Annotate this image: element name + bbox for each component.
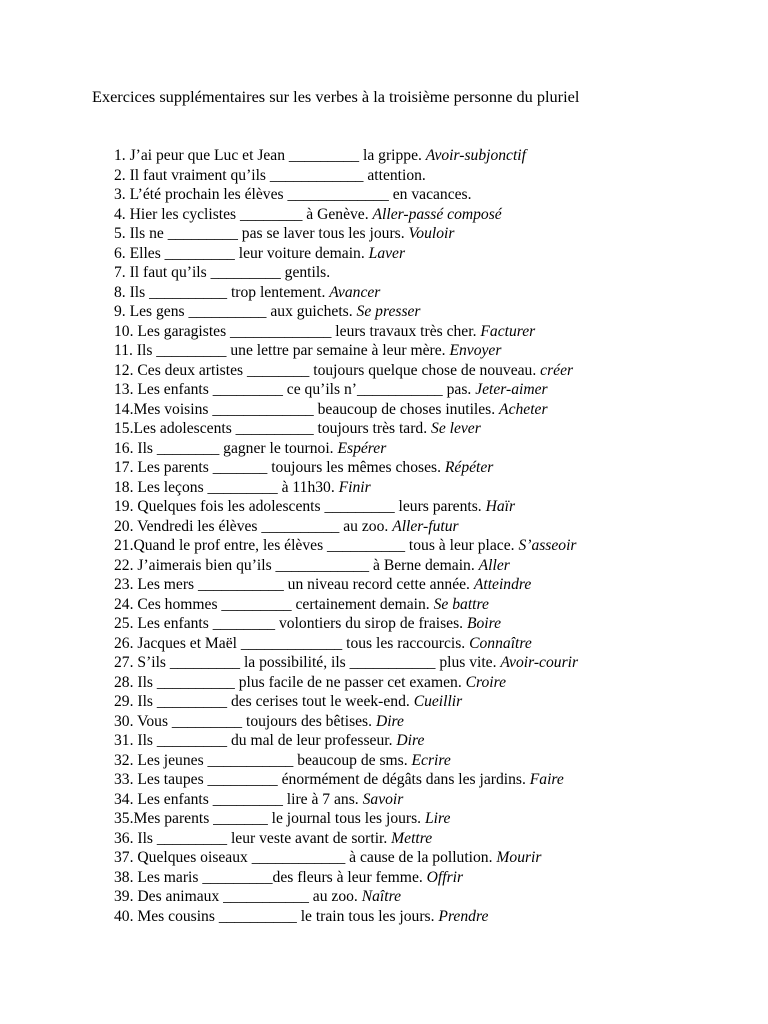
exercise-item <box>114 829 578 849</box>
exercise-item <box>114 595 578 615</box>
exercise-verb-hint: Dire <box>396 732 425 749</box>
exercise-sentence: 24. Ces hommes _________ certainement demain. <box>114 595 434 613</box>
exercise-sentence: 19. Quelques fois les adolescents _________ leurs parents. <box>114 498 486 515</box>
exercise-sentence: 21.Quand le prof entre, les élèves __________ tous à leur place. <box>114 537 519 554</box>
exercise-verb-hint: Boire <box>466 615 502 632</box>
exercise-verb-hint: Atteindre <box>473 576 532 593</box>
exercise-sentence: 25. Les enfants ________ volontiers du sirop de fraises. <box>114 615 467 632</box>
exercise-sentence: 1. J’ai peur que Luc et Jean _________ la grippe. <box>114 147 426 164</box>
exercise-verb-hint: Lire <box>424 810 451 827</box>
exercise-item <box>114 517 578 537</box>
exercise-sentence: 16. Ils ________ gagner le tournoi. <box>114 439 338 457</box>
exercise-sentence: 7. Il faut qu’ils _________ gentils. <box>114 264 331 281</box>
exercise-item <box>114 907 578 927</box>
exercise-sentence: 30. Vous _________ toujours des bêtises. <box>114 712 376 730</box>
exercise-item <box>114 575 578 595</box>
exercise-item <box>114 439 578 459</box>
exercise-verb-hint: Mettre <box>391 829 433 847</box>
exercise-verb-hint: Se presser <box>356 303 421 320</box>
exercise-sentence: 31. Ils _________ du mal de leur professeur. <box>114 732 397 749</box>
exercise-sentence: 18. Les leçons _________ à 11h30. <box>114 478 339 496</box>
exercise-verb-hint: Dire <box>375 712 404 730</box>
exercise-verb-hint: Savoir <box>362 790 404 808</box>
exercise-item <box>114 634 578 654</box>
exercise-item <box>114 497 578 517</box>
exercise-verb-hint: Répéter <box>444 459 494 476</box>
exercise-sentence: 8. Ils __________ trop lentement. <box>114 283 330 301</box>
exercise-sentence: 40. Mes cousins __________ le train tous les jours. <box>114 907 439 925</box>
exercise-sentence: 23. Les mers ___________ un niveau record cette année. <box>114 576 474 593</box>
exercise-verb-hint: Aller <box>478 556 510 574</box>
exercise-sentence: 9. Les gens __________ aux guichets. <box>114 303 357 320</box>
exercise-item <box>114 536 578 556</box>
exercise-verb-hint: Se battre <box>433 595 489 613</box>
exercise-verb-hint: S’asseoir <box>518 537 577 554</box>
exercise-sentence: 32. Les jeunes ___________ beaucoup de sms. <box>114 751 412 769</box>
exercise-item <box>114 166 578 186</box>
exercise-sentence: 27. S’ils _________ la possibilité, ils ___________ plus vite. <box>114 654 501 671</box>
exercise-verb-hint: Jeter-aimer <box>475 381 548 398</box>
exercise-verb-hint: Envoyer <box>449 342 502 359</box>
exercise-verb-hint: Aller-futur <box>392 517 459 535</box>
exercise-sentence: 36. Ils _________ leur veste avant de sortir. <box>114 829 392 847</box>
exercise-sentence: 39. Des animaux ___________ au zoo. <box>114 888 362 905</box>
exercise-verb-hint: Faire <box>529 771 564 788</box>
exercise-item <box>114 283 578 303</box>
exercise-item <box>114 400 578 420</box>
exercise-sentence: 12. Ces deux artistes ________ toujours quelque chose de nouveau. <box>114 361 541 379</box>
exercise-item <box>114 751 578 771</box>
exercise-verb-hint: Aller-passé composé <box>372 205 502 223</box>
exercise-verb-hint: Espérer <box>337 439 387 457</box>
exercise-verb-hint: Facturer <box>480 322 536 340</box>
exercise-sentence: 10. Les garagistes _____________ leurs travaux très cher. <box>114 322 481 340</box>
exercise-item <box>114 478 578 498</box>
exercise-sentence: 20. Vendredi les élèves __________ au zoo. <box>114 517 393 535</box>
exercise-sentence: 37. Quelques oiseaux ____________ à cause de la pollution. <box>114 849 497 866</box>
exercise-verb-hint: Avoir-subjonctif <box>425 147 526 164</box>
exercise-item <box>114 263 578 283</box>
exercise-sentence: 14.Mes voisins _____________ beaucoup de choses inutiles. <box>114 400 500 418</box>
exercise-sentence: 29. Ils _________ des cerises tout le week-end. <box>114 693 414 710</box>
exercise-verb-hint: Naître <box>361 888 402 905</box>
exercise-item <box>114 458 578 478</box>
exercise-item <box>114 770 578 790</box>
exercise-item <box>114 653 578 673</box>
exercise-sentence: 11. Ils _________ une lettre par semaine à leur mère. <box>114 342 450 359</box>
exercise-item <box>114 419 578 439</box>
exercise-item <box>114 692 578 712</box>
exercise-item <box>114 302 578 322</box>
exercise-item <box>114 361 578 381</box>
exercise-item <box>114 868 578 888</box>
exercise-sentence: 35.Mes parents _______ le journal tous les jours. <box>114 810 425 827</box>
exercise-verb-hint: Haïr <box>485 498 516 515</box>
exercise-verb-hint: Ecrire <box>411 751 451 769</box>
exercise-verb-hint: Mourir <box>496 849 542 866</box>
exercise-sentence: 5. Ils ne _________ pas se laver tous les jours. <box>114 225 409 242</box>
exercise-item <box>114 790 578 810</box>
exercise-sentence: 38. Les maris _________des fleurs à leur femme. <box>114 868 427 886</box>
exercise-item <box>114 146 578 166</box>
exercise-sentence: 3. L’été prochain les élèves _____________ en vacances. <box>114 186 472 203</box>
exercise-sentence: 4. Hier les cyclistes ________ à Genève. <box>114 205 373 223</box>
exercise-sentence: 22. J’aimerais bien qu’ils ____________ à Berne demain. <box>114 556 479 574</box>
exercise-item <box>114 185 578 205</box>
exercise-sentence: 2. Il faut vraiment qu’ils ____________ attention. <box>114 166 426 184</box>
exercise-verb-hint: Acheter <box>499 400 548 418</box>
exercise-sentence: 28. Ils __________ plus facile de ne passer cet examen. <box>114 673 466 691</box>
exercise-verb-hint: Connaître <box>469 634 532 652</box>
exercise-item <box>114 322 578 342</box>
exercise-item <box>114 224 578 244</box>
exercise-item <box>114 244 578 264</box>
exercise-sentence: 15.Les adolescents __________ toujours très tard. <box>114 420 432 437</box>
exercise-verb-hint: Se lever <box>431 420 481 437</box>
exercise-sentence: 34. Les enfants _________ lire à 7 ans. <box>114 790 363 808</box>
exercise-item <box>114 673 578 693</box>
exercise-sentence: 33. Les taupes _________ énormément de dégâts dans les jardins. <box>114 771 530 788</box>
exercise-item <box>114 380 578 400</box>
exercise-verb-hint: Vouloir <box>408 225 455 242</box>
page-title: Exercices supplémentaires sur les verbes à la troisième personne du pluriel <box>92 87 580 106</box>
exercise-verb-hint: Cueillir <box>413 693 463 710</box>
exercise-item <box>114 809 578 829</box>
exercise-sentence: 26. Jacques et Maël _____________ tous les raccourcis. <box>114 634 470 652</box>
exercise-item <box>114 556 578 576</box>
exercise-verb-hint: Avoir-courir <box>500 654 579 671</box>
exercise-item <box>114 887 578 907</box>
exercise-verb-hint: Croire <box>465 673 507 691</box>
exercise-sentence: 13. Les enfants _________ ce qu’ils n’___________ pas. <box>114 381 476 398</box>
exercise-verb-hint: Prendre <box>438 907 489 925</box>
exercise-verb-hint: Laver <box>368 244 406 262</box>
exercise-item <box>114 614 578 634</box>
exercise-item <box>114 848 578 868</box>
exercise-sentence: 17. Les parents _______ toujours les mêmes choses. <box>114 459 445 476</box>
exercise-item <box>114 712 578 732</box>
exercise-verb-hint: Avancer <box>329 283 381 301</box>
exercise-verb-hint: créer <box>540 361 574 379</box>
exercise-sentence: 6. Elles _________ leur voiture demain. <box>114 244 369 262</box>
exercise-item <box>114 731 578 751</box>
exercise-verb-hint: Offrir <box>426 868 464 886</box>
exercise-item <box>114 205 578 225</box>
exercise-verb-hint: Finir <box>338 478 371 496</box>
exercise-item <box>114 341 578 361</box>
exercise-list <box>114 146 578 926</box>
